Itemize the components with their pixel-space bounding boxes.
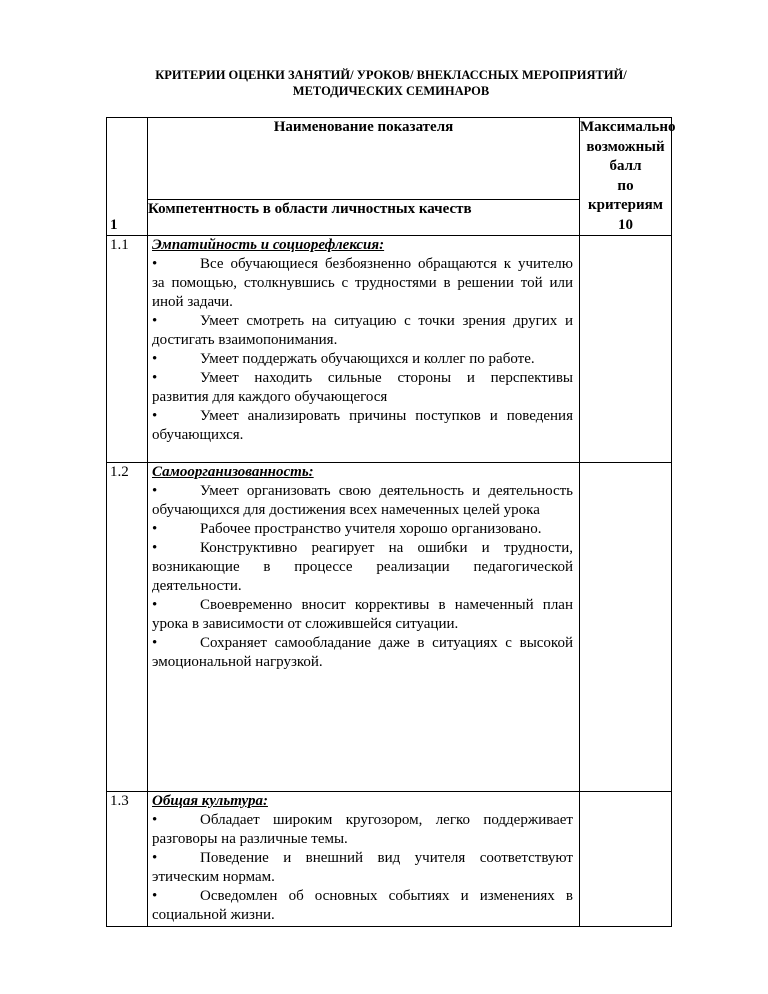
bullet-marker: • [152,850,158,866]
header-name-cell [148,118,580,200]
criterion-bullet-text: Умеет смотреть на ситуацию с точки зрения других и достигать взаимопонимания. [152,313,573,348]
criterion-title: Эмпатийность и социорефлексия: [152,237,385,253]
criterion-title: Самоорганизованность: [152,464,314,480]
criterion-title: Общая культура: [152,793,268,809]
bullet-marker: • [152,313,158,329]
bullet-marker: • [152,635,158,651]
table-row [107,792,672,927]
criterion-bullet [152,596,573,634]
criterion-bullet [152,849,573,887]
score-cell[interactable] [580,236,672,463]
criterion-cell [148,463,580,792]
criterion-bullet-text: Сохраняет самообладание даже в ситуациях с высокой эмоциональной нагрузкой. [152,635,573,670]
criterion-bullet-text: Своевременно вносит коррективы в намеченный план урока в зависимости от сложившейся ситуации. [152,597,573,632]
score-cell[interactable] [580,792,672,927]
table-row [107,236,672,463]
criterion-bullet [152,312,573,350]
section-max-score: 10 [618,216,633,233]
bullet-marker: • [152,351,158,367]
document-title-line-1: КРИТЕРИИ ОЦЕНКИ ЗАНЯТИЙ/ УРОКОВ/ ВНЕКЛАССНЫХ МЕРОПРИЯТИЙ/ [155,68,627,82]
bullet-marker: • [152,256,158,272]
criterion-bullet [152,634,573,672]
criterion-bullet [152,520,573,539]
criterion-bullet [152,407,573,445]
header-score-line-1: Максимально [580,119,676,135]
criterion-bullet-text: Умеет анализировать причины поступков и поведения обучающихся. [152,408,573,443]
criterion-bullet-text: Умеет находить сильные стороны и перспективы развития для каждого обучающегося [152,370,573,405]
criterion-bullet [152,369,573,407]
criterion-bullet [152,887,573,925]
row-number: 1.1 [107,236,148,463]
criterion-bullet [152,482,573,520]
bullet-marker: • [152,540,158,556]
criterion-bullet-text: Осведомлен об основных событиях и изменениях в социальной жизни. [152,888,573,923]
bullet-marker: • [152,888,158,904]
criterion-bullet-text: Все обучающиеся безбоязненно обращаются к учителю за помощью, столкнувшись с трудностями в решении той или иной задачи. [152,256,573,310]
section-title: Компетентность в области личностных качеств [148,199,580,235]
document-title [100,67,682,99]
criterion-cell [148,792,580,927]
table-row [107,463,672,792]
bullet-marker: • [152,597,158,613]
header-score-line-3: балл [609,158,642,174]
bullet-marker: • [152,370,158,386]
header-score-line-4: по критериям [588,177,663,213]
criterion-bullet [152,811,573,849]
criterion-bullet-text: Конструктивно реагирует на ошибки и трудности, возникающие в процессе реализации педагогической деятельности. [152,540,573,594]
bullet-marker: • [152,521,158,537]
criterion-bullet-text: Рабочее пространство учителя хорошо организовано. [200,521,542,537]
document-title-line-2: МЕТОДИЧЕСКИХ СЕМИНАРОВ [292,84,490,98]
header-number-cell [107,118,148,236]
score-cell[interactable] [580,463,672,792]
row-number: 1.3 [107,792,148,927]
criteria-table [106,117,676,927]
bullet-marker: • [152,812,158,828]
table-header-row [107,118,672,200]
bullet-marker: • [152,483,158,499]
row-number: 1.2 [107,463,148,792]
criterion-bullet-text: Поведение и внешний вид учителя соответствуют этическим нормам. [152,850,573,885]
header-name-label: Наименование показателя [273,119,454,135]
criterion-bullet [152,539,573,596]
criterion-bullet [152,255,573,312]
criterion-cell [148,236,580,463]
bullet-marker: • [152,408,158,424]
criterion-bullet-text: Умеет организовать свою деятельность и деятельность обучающихся для достижения всех намеченных целей урока [152,483,573,518]
header-score-line-2: возможный [586,138,665,155]
criterion-bullet [152,350,573,369]
criterion-bullet-text: Обладает широким кругозором, легко поддерживает разговоры на различные темы. [152,812,573,847]
criterion-bullet-text: Умеет поддержать обучающихся и коллег по работе. [200,351,535,367]
header-score-cell [580,118,676,236]
section-number: 1 [110,217,118,233]
